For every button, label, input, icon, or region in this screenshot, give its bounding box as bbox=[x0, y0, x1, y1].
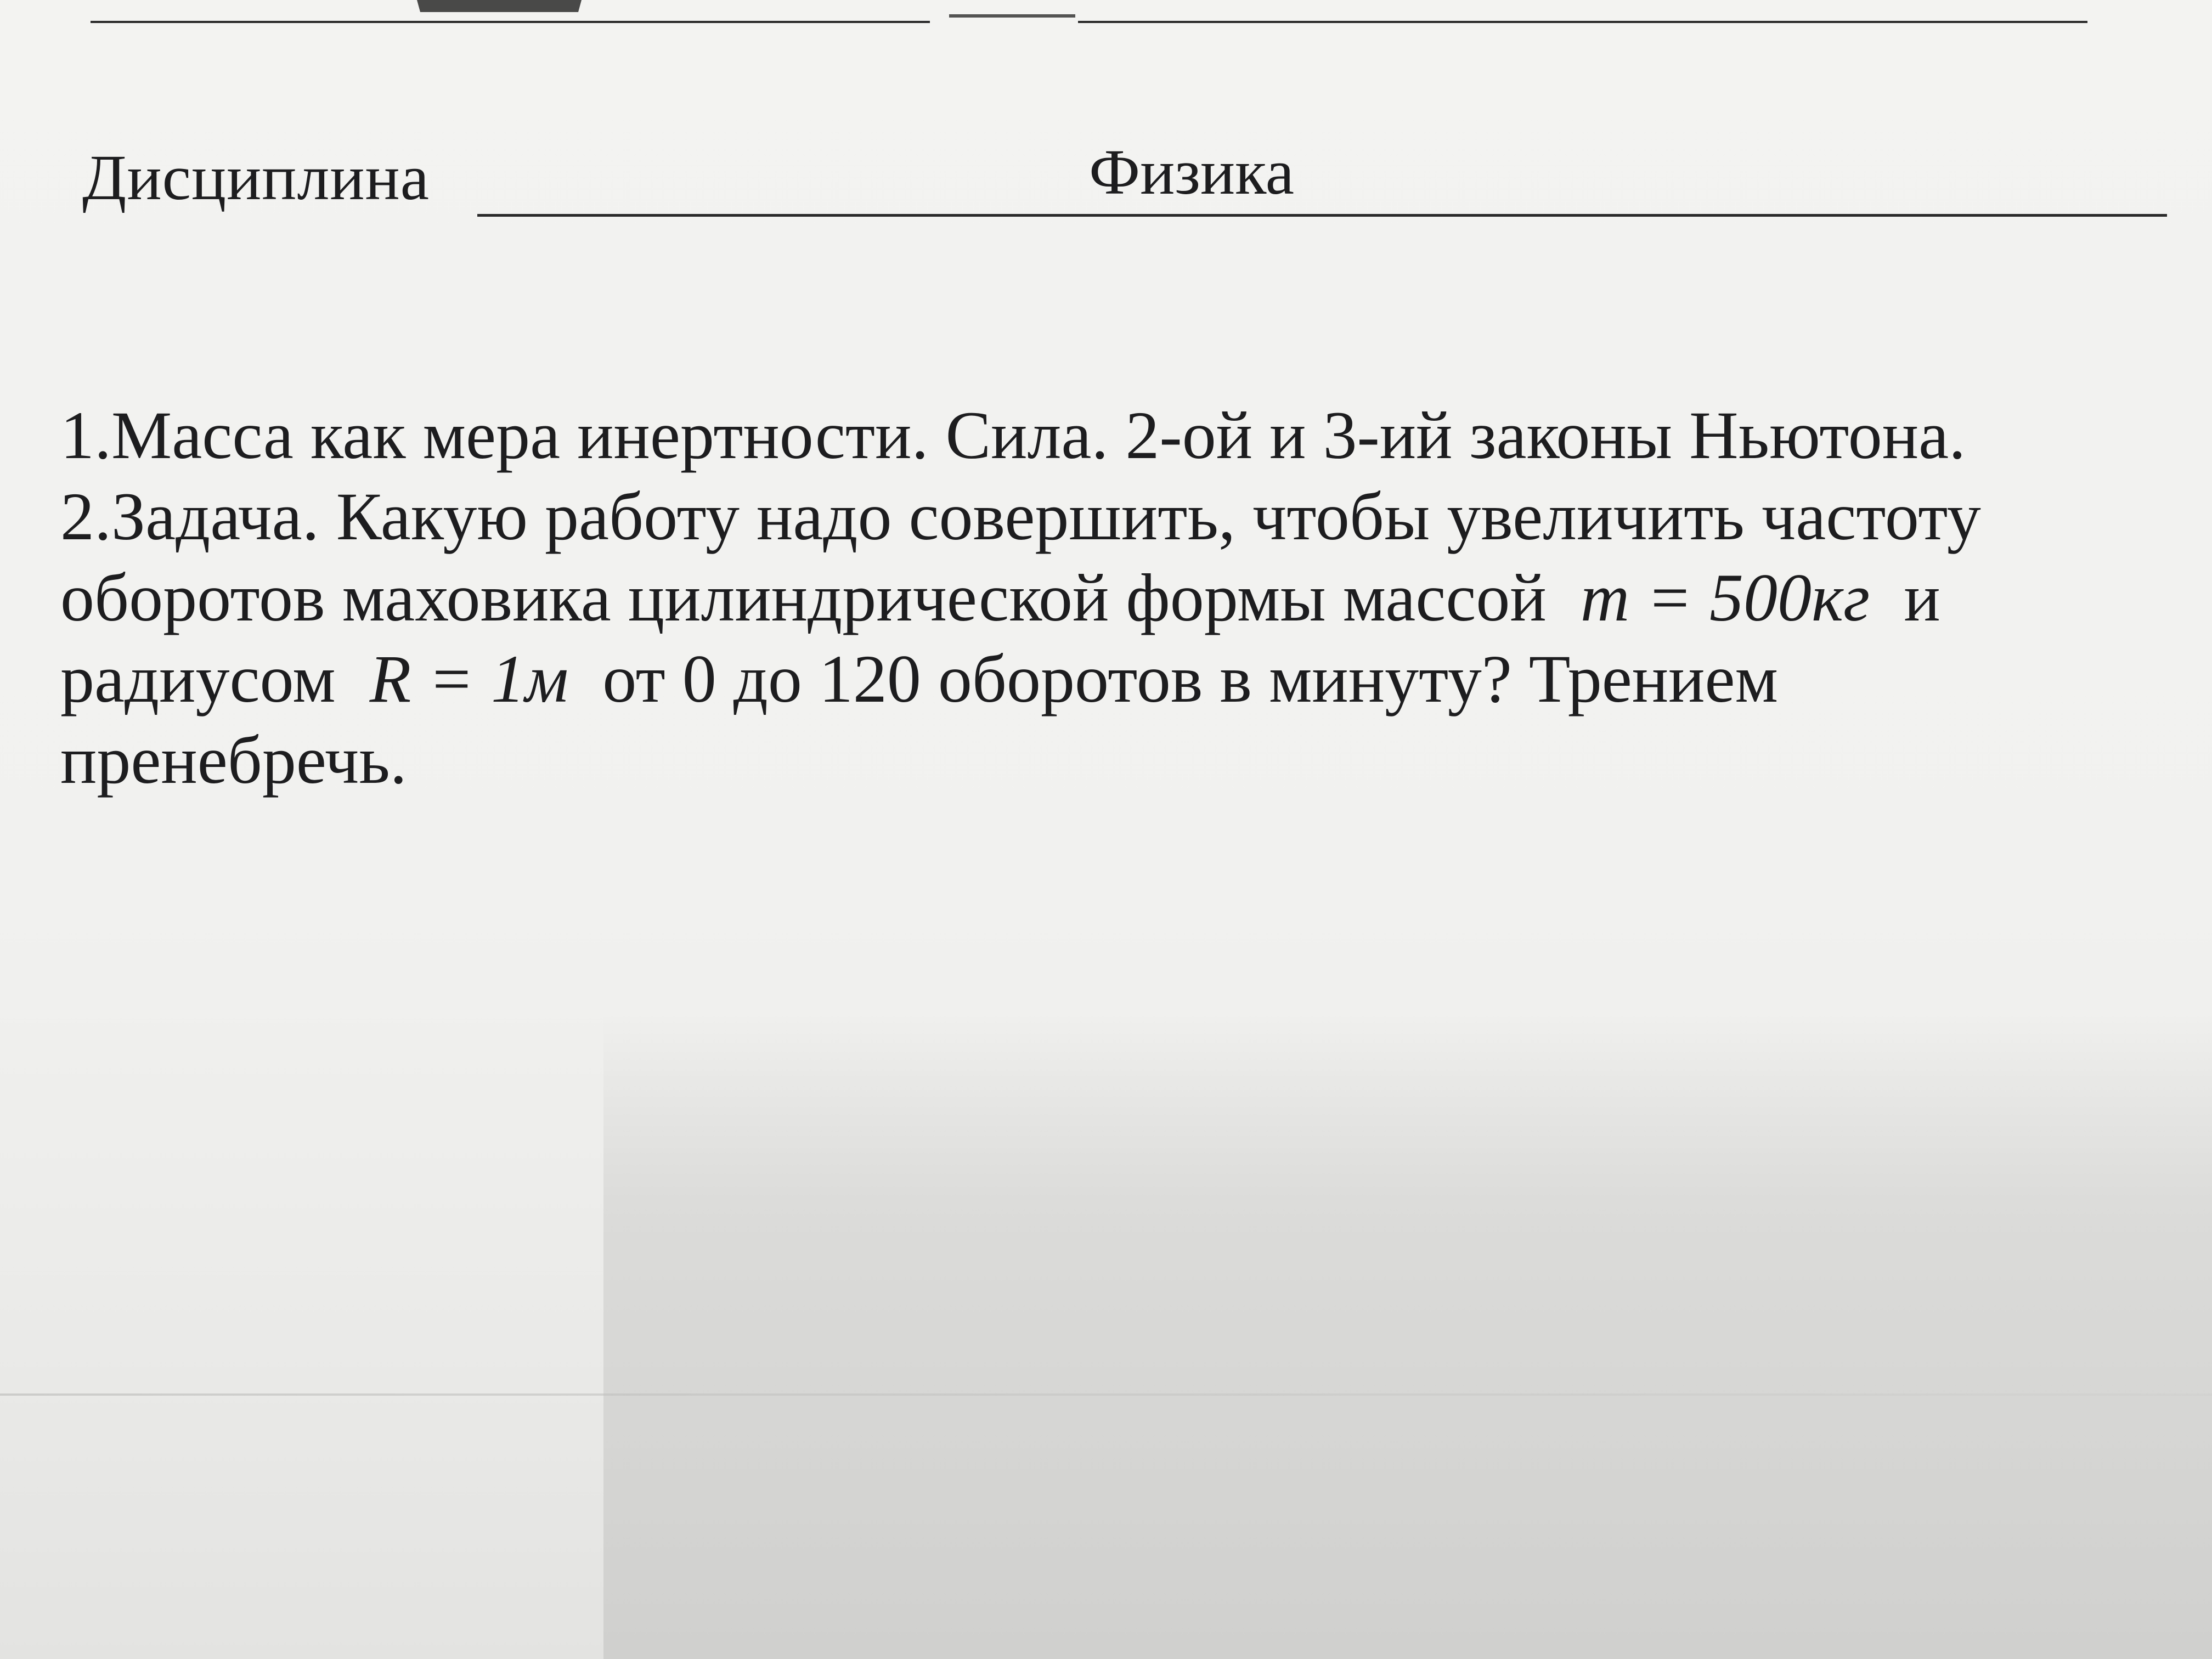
discipline-value: Физика bbox=[1089, 136, 1295, 208]
task-line-4-tail: от 0 до 120 оборотов в минуту? Трением bbox=[602, 641, 1779, 716]
task-line-5: пренебречь. bbox=[60, 723, 407, 798]
task-line-4 bbox=[60, 639, 2178, 720]
task-line-3 bbox=[60, 557, 2178, 639]
task-line-2: 2.Задача. Какую работу надо совершить, чтобы увеличить частоту bbox=[60, 479, 1981, 554]
discipline-underline bbox=[477, 214, 2167, 217]
cut-off-text-2 bbox=[949, 0, 1075, 18]
discipline-row bbox=[82, 136, 2085, 228]
task-line-4-text: радиусом bbox=[60, 641, 336, 716]
task-line-3-text: оборотов маховика цилиндрической формы массой bbox=[60, 560, 1547, 635]
discipline-label: Дисциплина bbox=[82, 142, 430, 213]
mass-formula: m = 500кг bbox=[1580, 560, 1870, 635]
cut-off-text bbox=[417, 0, 582, 12]
top-underline-right bbox=[1078, 21, 2087, 23]
top-underline-left bbox=[91, 21, 930, 23]
task-text bbox=[60, 395, 2178, 801]
radius-formula: R = 1м bbox=[369, 641, 569, 716]
paper-crease bbox=[0, 1393, 2212, 1396]
task-line-1: 1.Масса как мера инертности. Сила. 2-ой и 3-ий законы Ньютона. bbox=[60, 398, 1966, 473]
task-line-3-tail: и bbox=[1904, 560, 1940, 635]
